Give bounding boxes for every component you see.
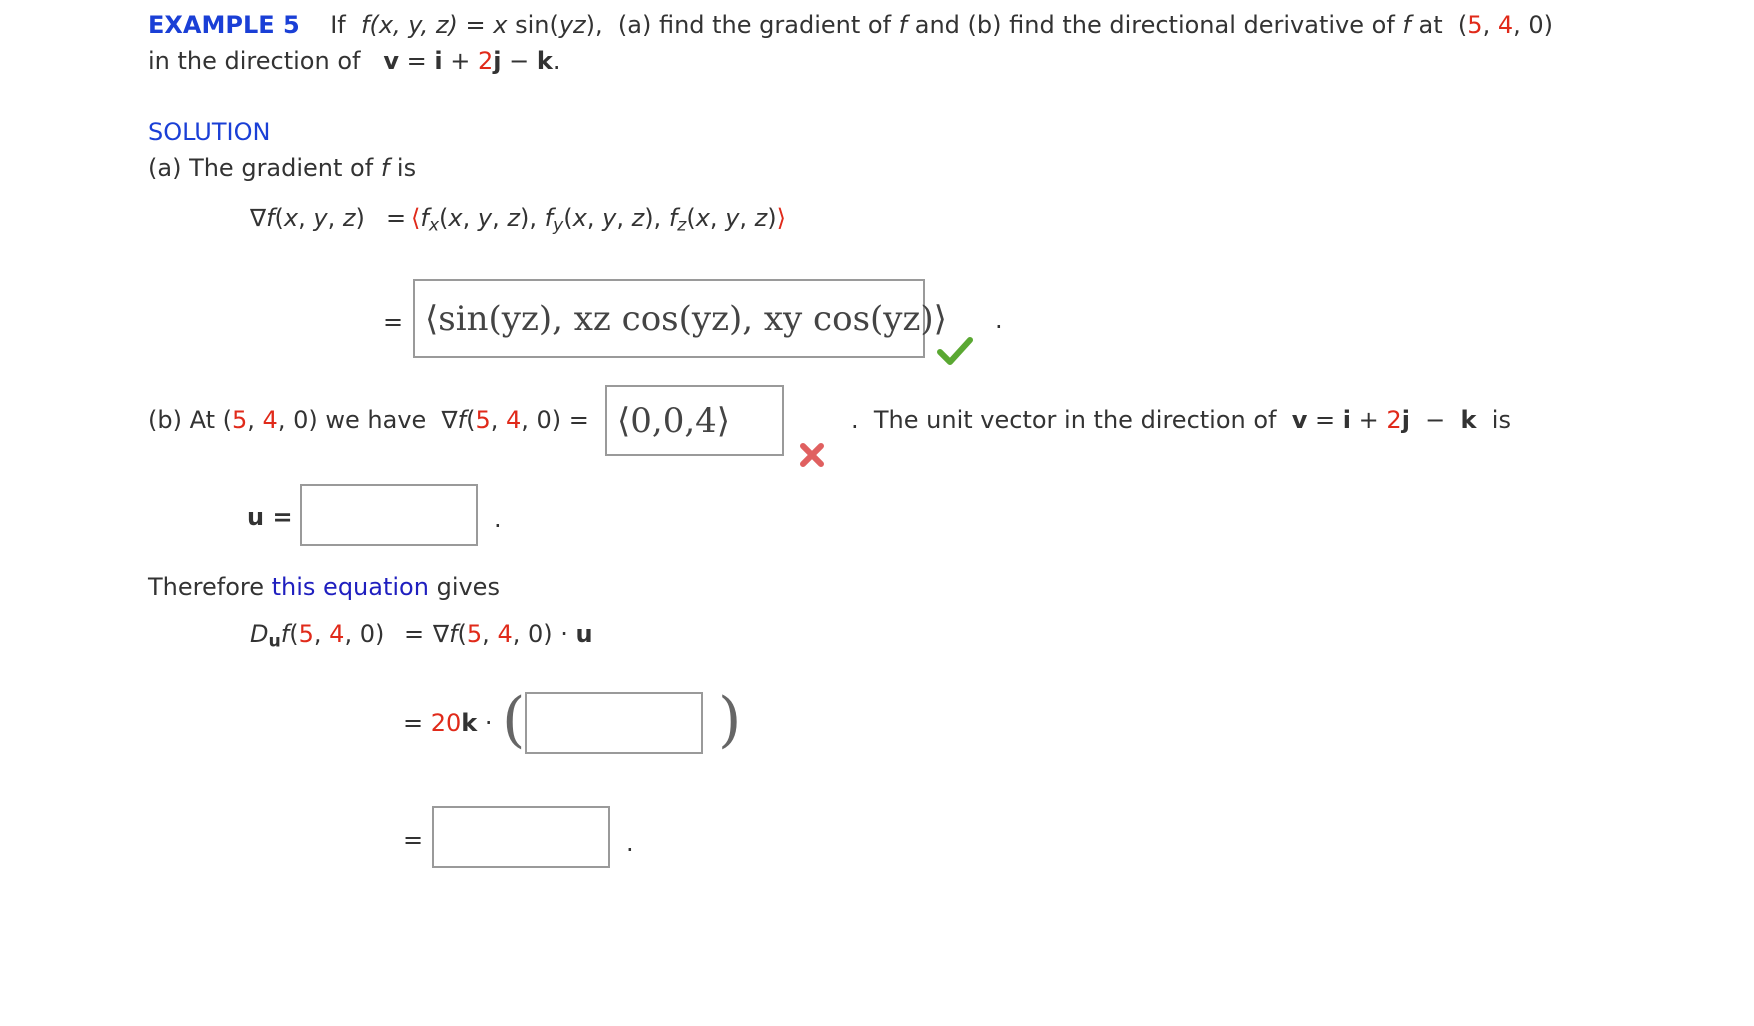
solution-heading: SOLUTION [148, 118, 271, 146]
direction-text: in the direction of [148, 47, 361, 75]
equals-sign: = [383, 308, 404, 336]
step2-prefix: = 20k · [403, 709, 493, 737]
du-rhs: ∇f(5, 4, 0) · u [433, 620, 593, 648]
function-definition: = x sin(yz), [465, 11, 603, 39]
step2-input[interactable] [525, 692, 703, 754]
unit-vector-text: . The unit vector in the direction of v = i + 2j − k is [851, 406, 1511, 434]
cross-icon [797, 440, 827, 476]
answer-b-input[interactable] [605, 385, 784, 456]
answer-a-value: ⟨sin(yz), xz cos(yz), xy cos(yz)⟩ [425, 298, 947, 339]
answer-a-input[interactable] [413, 279, 947, 358]
final-input[interactable] [432, 806, 610, 868]
period: . [995, 306, 1003, 334]
period: . [626, 829, 634, 857]
therefore-text: Therefore this equation gives [148, 573, 500, 601]
period: . [494, 505, 502, 533]
f-symbol: f [898, 11, 908, 39]
function-name: f(x, y, z) [361, 11, 458, 39]
equals-sign: = [404, 620, 425, 648]
example-intro: If [330, 11, 346, 39]
example-line2 [148, 47, 561, 75]
example-header [148, 11, 1553, 39]
check-icon [937, 336, 973, 372]
u-label: u = [247, 503, 293, 531]
right-paren: ) [718, 685, 742, 755]
answer-b-value: ⟨0,0,4⟩ [617, 400, 731, 441]
du-lhs: $D_uf(5$, 4, 0) [250, 620, 385, 652]
left-paren: ( [502, 685, 526, 755]
part-b-prompt: and (b) find the directional derivative of [914, 11, 1395, 39]
equals-sign: = [386, 204, 407, 232]
direction-vector: v = i + 2j − k. [383, 47, 561, 75]
u-input[interactable] [300, 484, 478, 546]
f-symbol: f [1402, 11, 1411, 39]
point: (5, 4, 0) [1457, 11, 1554, 39]
at-word: at [1418, 11, 1443, 39]
gradient-lhs: ∇f(x, y, z) [250, 204, 365, 232]
equation-link[interactable]: this equation [271, 573, 429, 601]
gradient-rhs: $⟨f_x(x$, y, z), $f_y(x$, y, z), $f_z(x$, y, z)⟩ [411, 204, 787, 236]
example-label: EXAMPLE 5 [148, 11, 300, 39]
part-a-text: (a) The gradient of f is [148, 154, 417, 182]
equals-sign: = [403, 826, 424, 854]
part-a-prompt: (a) find the gradient of [617, 11, 892, 39]
part-b-text: (b) At (5, 4, 0) we have ∇f(5, 4, 0) = [148, 406, 589, 434]
